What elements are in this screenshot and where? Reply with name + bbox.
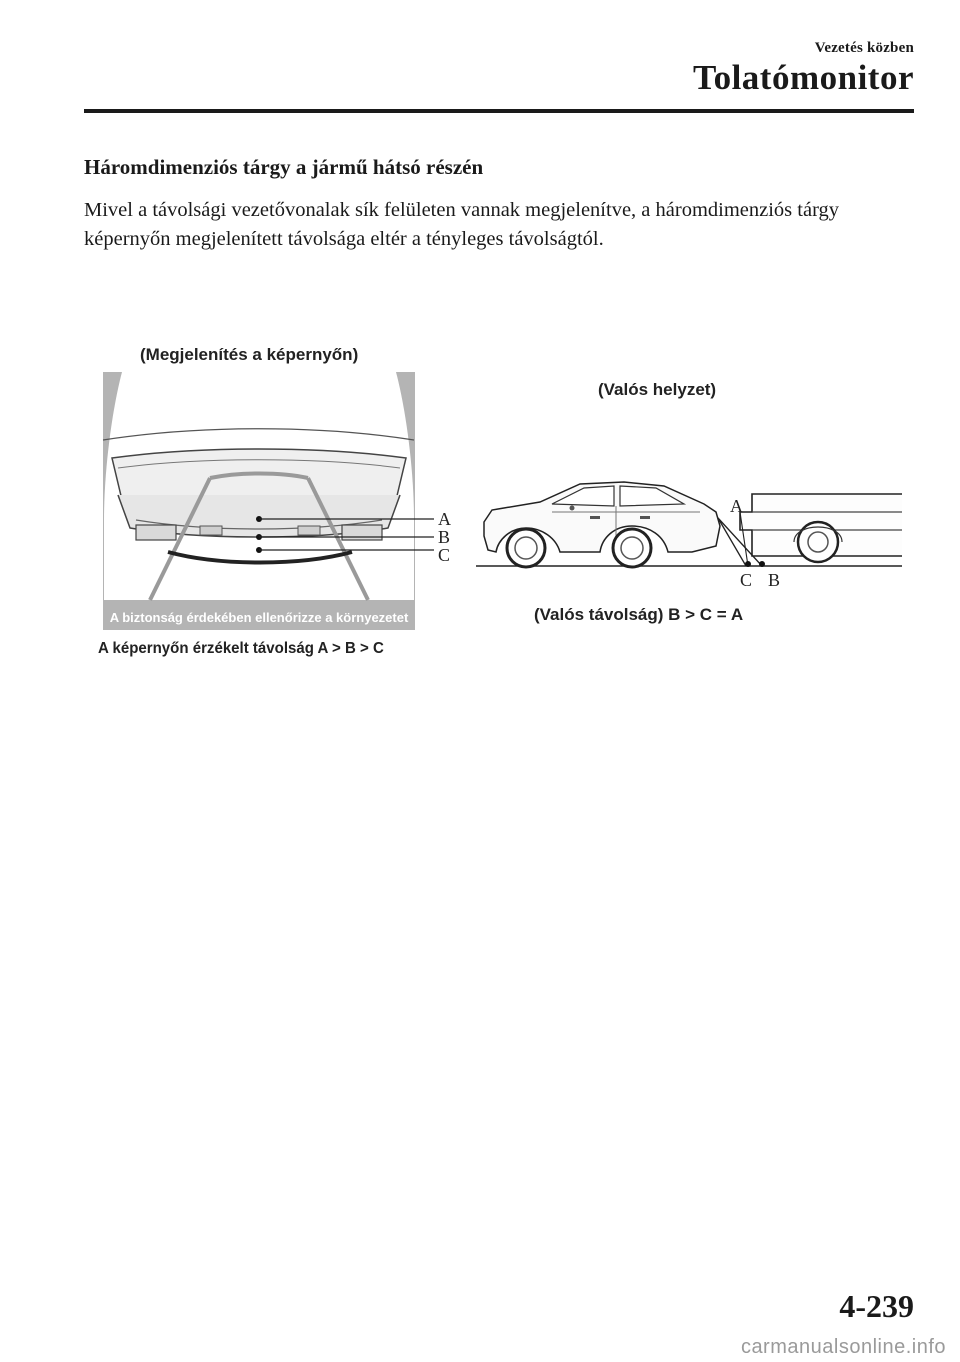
screen-warning-text: A biztonság érdekében ellenőrizze a környezetet [109, 610, 409, 625]
real-view-title: (Valós helyzet) [598, 380, 717, 399]
label-c: C [438, 545, 451, 565]
real-view-caption: (Valós távolság) B > C = A [534, 605, 744, 624]
screen-view-title: (Megjelenítés a képernyőn) [140, 345, 359, 364]
chapter-title: Tolatómonitor [692, 58, 914, 97]
real-situation [476, 482, 902, 590]
label-b: B [438, 527, 451, 547]
camera-screen [103, 372, 451, 630]
section-heading: Háromdimenziós tárgy a jármű hátsó részén [84, 155, 484, 179]
label-a: A [438, 509, 451, 529]
section-label: Vezetés közben [814, 40, 914, 56]
page-number: 4-239 [839, 1288, 914, 1324]
screen-view-caption: A képernyőn érzékelt távolság A > B > C [98, 640, 384, 657]
site-watermark: carmanualsonline.info [740, 1336, 946, 1358]
real-label-b: B [768, 570, 781, 590]
real-label-c: C [740, 570, 753, 590]
real-label-a: A [730, 496, 743, 516]
body-paragraph: Mivel a távolsági vezetővonalak sík felületen vannak megjelenítve, a háromdimenziós tárgy képernyőn megjelenített távolsága eltér a tényleges távolságtól. [84, 199, 840, 250]
